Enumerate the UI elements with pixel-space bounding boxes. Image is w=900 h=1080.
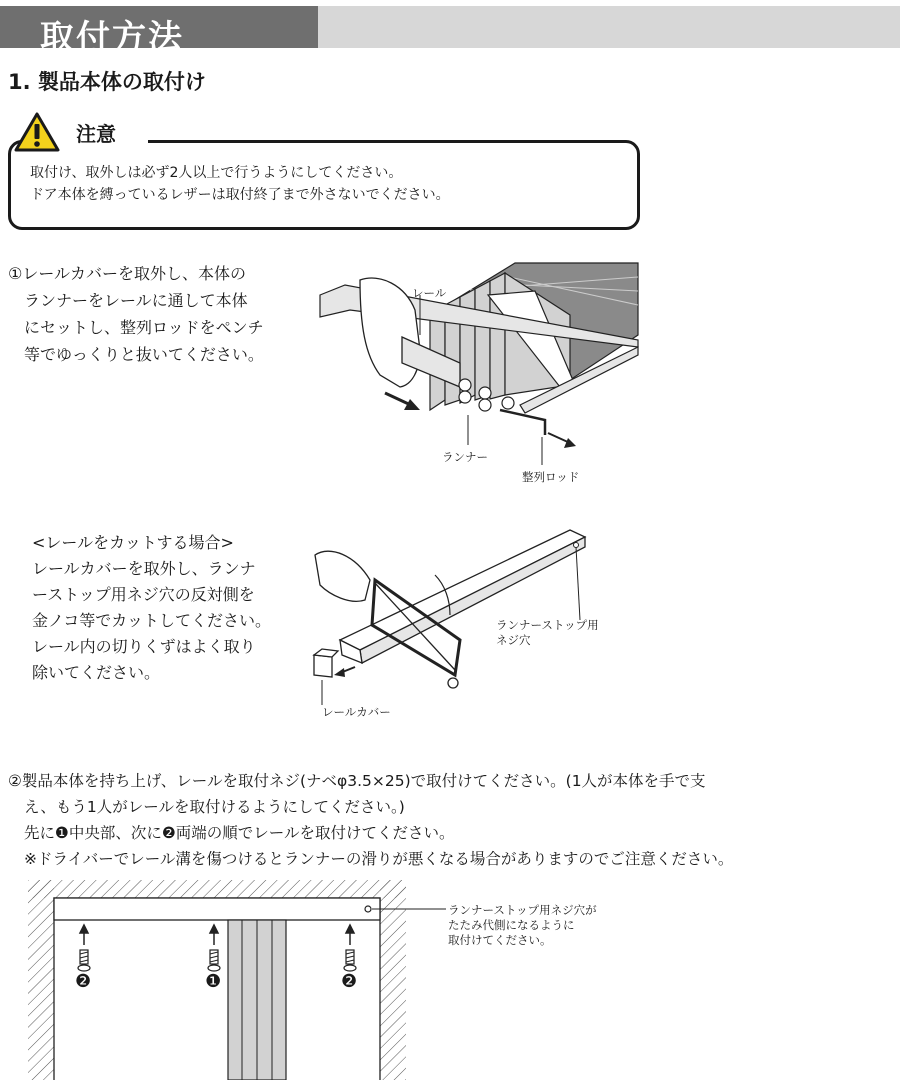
label-screw-hole-1: ランナーストップ用 — [496, 618, 599, 632]
cut-line-1: <レールをカットする場合> — [32, 533, 234, 552]
marker-right: ❷ — [341, 971, 358, 992]
step2-line-3: 先に❶中央部、次に❷両端の順でレールを取付けてください。 — [24, 824, 455, 842]
step1-line-2: ランナーをレールに通して本体 — [24, 291, 248, 310]
header-band-light — [318, 6, 900, 48]
mounting-illustration — [28, 880, 508, 1080]
section-title: 1. 製品本体の取付け — [8, 70, 206, 94]
warning-icon — [14, 112, 60, 152]
step2-line-4: ※ドライバーでレール溝を傷つけるとランナーの滑りが悪くなる場合がありますのでご注意ください。 — [24, 850, 734, 868]
label-runner: ランナー — [442, 450, 488, 464]
cut-line-6: 除いてください。 — [32, 663, 161, 682]
page-title: 取付方法 — [40, 18, 184, 58]
caution-text-1: 取付け、取外しは必ず2人以上で行うようにしてください。 — [30, 165, 403, 181]
header-band-dark — [0, 6, 318, 58]
label-alignment-rod: 整列ロッド — [522, 470, 580, 484]
cut-line-5: レール内の切りくずはよく取り — [32, 637, 256, 656]
step1-line-3: にセットし、整列ロッドをペンチ — [24, 318, 264, 337]
marker-left: ❷ — [75, 971, 92, 992]
step2-line-1: ②製品本体を持ち上げ、レールを取付ネジ(ナベφ3.5×25)で取付けてください。(1人が本体を手で支 — [8, 772, 706, 790]
note-line-2: たたみ代側になるように — [448, 918, 575, 932]
caution-label: 注意 — [76, 122, 116, 146]
step2-line-2: え、もう1人がレールを取付けるようにしてください。) — [24, 798, 405, 816]
label-screw-hole-2: ネジ穴 — [496, 633, 531, 647]
cut-line-4: 金ノコ等でカットしてください。 — [32, 611, 272, 630]
cut-line-3: ーストップ用ネジ穴の反対側を — [32, 585, 255, 604]
cut-line-2: レールカバーを取外し、ランナ — [32, 559, 256, 578]
label-rail: レール — [412, 286, 447, 300]
step1-line-1: ①レールカバーを取外し、本体の — [8, 264, 247, 283]
marker-center: ❶ — [205, 971, 222, 992]
note-line-1: ランナーストップ用ネジ穴が — [448, 903, 597, 917]
step1-line-4: 等でゆっくりと抜いてください。 — [24, 345, 264, 364]
note-line-3: 取付けてください。 — [448, 933, 552, 947]
caution-text-2: ドア本体を縛っているレザーは取付終了まで外さないでください。 — [30, 187, 450, 203]
label-rail-cover: レールカバー — [322, 705, 391, 719]
